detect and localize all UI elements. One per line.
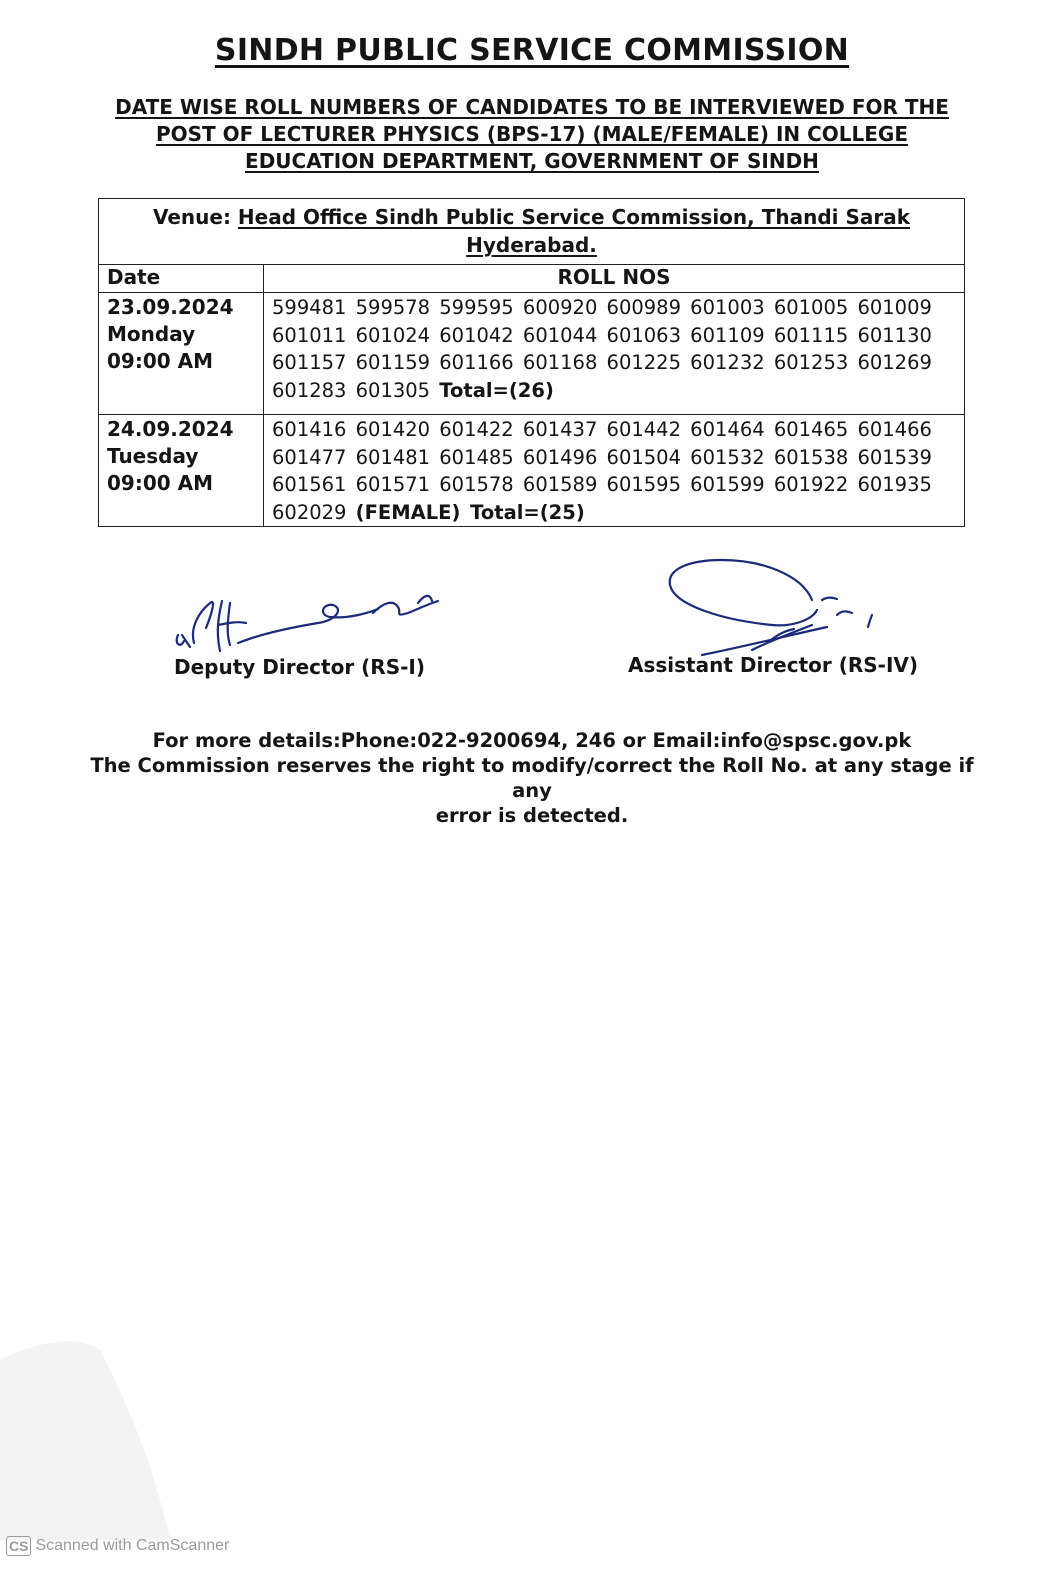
roll-line: 599481 599578 599595 600920 600989 601003 601005 601009 [272,296,932,319]
table-header-row [99,265,965,293]
date-cell [99,293,264,415]
footer-notes [80,728,984,828]
venue-line-1: Head Office Sindh Public Service Commission, Thandi Sarak [237,205,911,229]
camscanner-logo-icon: CS [6,1536,31,1556]
interview-time: 09:00 AM [107,349,214,373]
assistant-director-signature [662,555,902,665]
deputy-director-label: Deputy Director (RS-I) [174,655,425,679]
title-text: SINDH PUBLIC SERVICE COMMISSION [214,33,850,68]
interview-day: Tuesday [107,444,199,468]
page-subtitle [100,94,964,175]
subtitle-line-2: POST OF LECTURER PHYSICS (BPS-17) (MALE/FEMALE) IN COLLEGE [155,122,908,146]
venue-line-2: Hyderabad. [466,233,597,257]
page-title [0,33,1064,68]
roll-line-last [272,499,964,527]
roll-line: 601157 601159 601166 601168 601225 601232 601253 601269 [272,351,932,374]
total-count: (FEMALE) Total=(25) [355,500,585,524]
roll-number-table [98,198,965,527]
interview-day: Monday [107,322,196,346]
signature-block [0,555,1064,695]
table-row [99,293,965,415]
roll-line: 601416 601420 601422 601437 601442 601464 601465 601466 [272,418,932,441]
scan-shadow [0,1330,200,1540]
roll-line: 601477 601481 601485 601496 601504 601532 601538 601539 [272,445,932,469]
roll-line-last [272,377,964,405]
column-header-date: Date [99,265,264,293]
interview-date: 24.09.2024 [107,417,234,441]
camscanner-watermark [6,1536,229,1556]
deputy-director-signature [168,573,458,663]
contact-details: For more details:Phone:022-9200694, 246 or Email:info@spsc.gov.pk [152,729,912,752]
subtitle-line-3: EDUCATION DEPARTMENT, GOVERNMENT OF SINDH [245,149,819,173]
venue-label: Venue: [152,205,231,229]
roll-line: 602029 [272,500,347,524]
roll-numbers-cell [264,415,965,527]
roll-line: 601561 601571 601578 601589 601595 601599 601922 601935 [272,473,932,496]
interview-date: 23.09.2024 [107,295,234,319]
venue-row [99,199,965,265]
column-header-roll-nos: ROLL NOS [264,265,965,293]
subtitle-line-1: DATE WISE ROLL NUMBERS OF CANDIDATES TO BE INTERVIEWED FOR THE [115,95,949,119]
roll-line: 601011 601024 601042 601044 601063 601109 601115 601130 [272,323,932,347]
notice-line-2: error is detected. [435,804,629,827]
venue-cell [99,199,965,265]
table-row [99,415,965,527]
roll-numbers-cell [264,293,965,415]
assistant-director-label: Assistant Director (RS-IV) [628,653,919,677]
total-count: Total=(26) [439,378,554,402]
date-cell [99,415,264,527]
interview-time: 09:00 AM [107,471,214,495]
notice-line-1: The Commission reserves the right to modify/correct the Roll No. at any stage if any [90,754,974,802]
roll-line: 601283 601305 [272,378,431,402]
camscanner-text: Scanned with CamScanner [35,1537,230,1554]
